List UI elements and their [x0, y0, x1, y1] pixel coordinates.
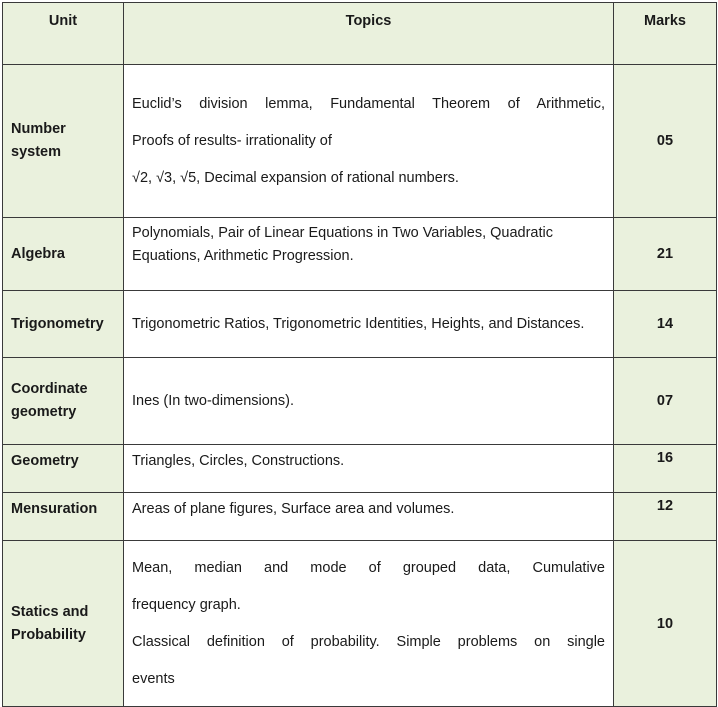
topics-cell [124, 541, 614, 707]
marks-cell: 21 [614, 218, 717, 291]
header-unit: Unit [3, 3, 124, 65]
unit-label: Algebra [11, 245, 65, 262]
topic-line: Euclid’s division lemma, Fundamental Theorem of Arithmetic, [132, 95, 605, 112]
unit-label: geometry [11, 404, 77, 420]
topic-line: Classical definition of probability. Simple problems on single [132, 633, 605, 650]
unit-label: Geometry [11, 453, 79, 469]
table-row [3, 541, 717, 707]
unit-cell [3, 218, 124, 291]
unit-label: Mensuration [11, 501, 98, 517]
unit-cell [3, 291, 124, 358]
unit-label: Probability [11, 626, 86, 643]
topic-line: Trigonometric Ratios, Trigonometric Identities, Heights, and Distances. [132, 315, 585, 332]
topic-line: Areas of plane figures, Surface area and volumes. [132, 501, 455, 517]
topics-cell [124, 291, 614, 358]
unit-cell [3, 358, 124, 445]
unit-cell [3, 445, 124, 493]
topic-line: frequency graph. [132, 596, 241, 613]
unit-label: system [11, 144, 61, 160]
syllabus-table [2, 2, 717, 707]
unit-cell [3, 65, 124, 218]
unit-cell [3, 493, 124, 541]
unit-label: Statics and [11, 603, 89, 620]
marks-cell: 10 [614, 541, 717, 707]
unit-cell [3, 541, 124, 707]
table-row [3, 65, 717, 218]
table-row [3, 445, 717, 493]
unit-label: Trigonometry [11, 315, 104, 332]
topic-line: Mean, median and mode of grouped data, Cumulative [132, 559, 605, 576]
topics-cell [124, 358, 614, 445]
topics-cell [124, 218, 614, 291]
topics-cell [124, 493, 614, 541]
table-row [3, 358, 717, 445]
table-row [3, 218, 717, 291]
topics-cell [124, 65, 614, 218]
marks-cell: 07 [614, 358, 717, 445]
table-row [3, 291, 717, 358]
topic-line: Triangles, Circles, Constructions. [132, 453, 345, 469]
topic-line: Equations, Arithmetic Progression. [132, 248, 354, 264]
unit-label: Number [11, 121, 66, 137]
topic-line: Polynomials, Pair of Linear Equations in Two Variables, Quadratic [132, 225, 553, 241]
header-topics: Topics [124, 3, 614, 65]
marks-cell: 12 [614, 493, 717, 541]
marks-cell: 05 [614, 65, 717, 218]
marks-cell: 14 [614, 291, 717, 358]
unit-label: Coordinate [11, 381, 88, 397]
header-row [3, 3, 717, 65]
topic-line: Ines (In two-dimensions). [132, 392, 294, 409]
topics-cell [124, 445, 614, 493]
topic-line: √2, √3, √5, Decimal expansion of rational numbers. [132, 169, 459, 186]
table-row [3, 493, 717, 541]
header-marks: Marks [614, 3, 717, 65]
topic-line: Proofs of results- irrationality of [132, 132, 332, 149]
topic-line: events [132, 670, 175, 687]
marks-cell: 16 [614, 445, 717, 493]
